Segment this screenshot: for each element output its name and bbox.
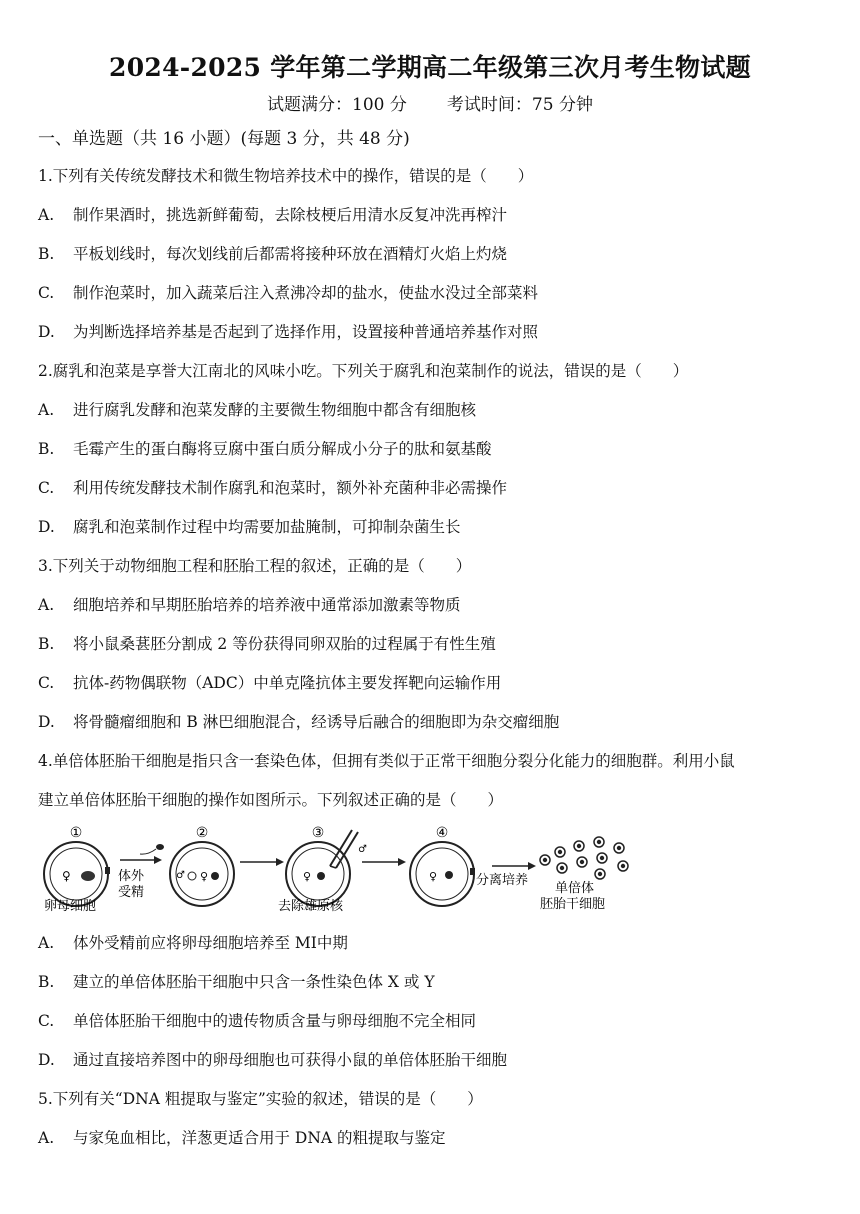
female-symbol: ♀ bbox=[200, 870, 209, 883]
option-text: 为判断选择培养基是否起到了选择作用，设置接种普通培养基作对照 bbox=[73, 323, 539, 341]
option-a bbox=[38, 593, 461, 615]
arrow-icon bbox=[492, 862, 536, 870]
option-label: A. bbox=[38, 596, 55, 614]
stem-cell-cluster bbox=[540, 837, 628, 879]
male-symbol: ♂ bbox=[176, 870, 185, 881]
option-d bbox=[38, 710, 559, 732]
option-text: 单倍体胚胎干细胞中的遗传物质含量与卵母细胞不完全相同 bbox=[73, 1012, 477, 1030]
arrow-icon bbox=[120, 856, 162, 864]
option-label: C. bbox=[38, 1012, 55, 1030]
option-label: C. bbox=[38, 479, 55, 497]
option-a bbox=[38, 931, 348, 953]
oocyte-step-4 bbox=[410, 842, 475, 906]
option-a bbox=[38, 398, 476, 420]
oocyte-procedure-figure bbox=[40, 822, 640, 914]
result-label-1: 单倍体 bbox=[555, 881, 595, 896]
male-symbol: ♂ bbox=[358, 844, 367, 855]
oocyte-step-3 bbox=[286, 842, 350, 906]
option-b bbox=[38, 437, 492, 459]
option-text: 抗体-药物偶联物（ADC）中单克隆抗体主要发挥靶向运输作用 bbox=[73, 674, 502, 692]
separate-culture-label: 分离培养 bbox=[476, 873, 529, 888]
option-label: B. bbox=[38, 973, 55, 991]
result-label-2: 胚胎干细胞 bbox=[540, 897, 606, 912]
remove-pronucleus-label: 去除雄原核 bbox=[278, 899, 344, 914]
option-text: 建立的单倍体胚胎干细胞中只含一条性染色体 X 或 Y bbox=[73, 973, 435, 991]
option-text: 进行腐乳发酵和泡菜发酵的主要微生物细胞中都含有细胞核 bbox=[73, 401, 477, 419]
option-text: 将骨髓瘤细胞和 B 淋巴细胞混合，经诱导后融合的细胞即为杂交瘤细胞 bbox=[73, 713, 560, 731]
option-a bbox=[38, 203, 507, 225]
option-text: 通过直接培养图中的卵母细胞也可获得小鼠的单倍体胚胎干细胞 bbox=[73, 1051, 508, 1069]
option-label: B. bbox=[38, 635, 55, 653]
full-score: 试题满分：100 分 bbox=[267, 95, 407, 115]
option-label: A. bbox=[38, 401, 55, 419]
option-b bbox=[38, 242, 507, 264]
exam-time: 考试时间：75 分钟 bbox=[446, 95, 593, 115]
option-c bbox=[38, 671, 501, 693]
arrow-icon bbox=[362, 858, 406, 866]
option-b bbox=[38, 632, 496, 654]
sperm-icon bbox=[140, 844, 164, 854]
option-text: 将小鼠桑葚胚分割成 2 等份获得同卵双胎的过程属于有性生殖 bbox=[73, 635, 496, 653]
option-text: 制作泡菜时，加入蔬菜后注入煮沸冷却的盐水，使盐水没过全部菜料 bbox=[73, 284, 539, 302]
option-d bbox=[38, 320, 538, 342]
female-symbol: ♀ bbox=[62, 869, 71, 883]
question-stem-continued: 建立单倍体胚胎干细胞的操作如图所示。下列叙述正确的是（ ） bbox=[38, 791, 504, 809]
question-stem: 3.下列关于动物细胞工程和胚胎工程的叙述，正确的是（ ） bbox=[38, 557, 472, 575]
female-symbol: ♀ bbox=[429, 870, 438, 883]
step-4-number: ④ bbox=[435, 825, 449, 841]
option-text: 腐乳和泡菜制作过程中均需要加盐腌制，可抑制杂菌生长 bbox=[73, 518, 461, 536]
option-label: D. bbox=[38, 1051, 55, 1069]
ivf-label-1: 体外 bbox=[118, 869, 145, 884]
section-heading: 一、单选题（共 16 小题）(每题 3 分，共 48 分) bbox=[38, 129, 410, 149]
female-symbol: ♀ bbox=[303, 870, 312, 883]
ivf-label-2: 受精 bbox=[118, 885, 145, 900]
option-text: 体外受精前应将卵母细胞培养至 MⅠ中期 bbox=[73, 934, 348, 952]
option-label: A. bbox=[38, 1129, 55, 1147]
option-text: 细胞培养和早期胚胎培养的培养液中通常添加激素等物质 bbox=[73, 596, 461, 614]
exam-meta bbox=[0, 90, 860, 115]
exam-title: 2024-2025 学年第二学期高二年级第三次月考生物试题 bbox=[109, 53, 751, 82]
option-c bbox=[38, 1009, 476, 1031]
step-3-number: ③ bbox=[311, 825, 325, 841]
option-label: D. bbox=[38, 323, 55, 341]
option-d bbox=[38, 515, 461, 537]
option-b bbox=[38, 970, 435, 992]
question-stem: 5.下列有关“DNA 粗提取与鉴定”实验的叙述，错误的是（ ） bbox=[38, 1090, 483, 1108]
oocyte-step-1 bbox=[44, 842, 110, 906]
option-text: 与家兔血相比，洋葱更适合用于 DNA 的粗提取与鉴定 bbox=[73, 1129, 446, 1147]
step-2-number: ② bbox=[195, 825, 209, 841]
option-label: C. bbox=[38, 284, 55, 302]
question-stem: 1.下列有关传统发酵技术和微生物培养技术中的操作，错误的是（ ） bbox=[38, 167, 534, 185]
arrow-icon bbox=[240, 858, 284, 866]
oocyte-label: 卵母细胞 bbox=[44, 899, 97, 914]
option-label: D. bbox=[38, 518, 55, 536]
option-a bbox=[38, 1126, 446, 1148]
option-text: 利用传统发酵技术制作腐乳和泡菜时，额外补充菌种非必需操作 bbox=[73, 479, 508, 497]
option-label: B. bbox=[38, 245, 55, 263]
question-stem: 4.单倍体胚胎干细胞是指只含一套染色体，但拥有类似于正常干细胞分裂分化能力的细胞群。利用小鼠 bbox=[38, 752, 735, 770]
option-text: 毛霉产生的蛋白酶将豆腐中蛋白质分解成小分子的肽和氨基酸 bbox=[73, 440, 492, 458]
option-c bbox=[38, 281, 538, 303]
micropipette-icon bbox=[330, 830, 358, 868]
option-label: C. bbox=[38, 674, 55, 692]
option-label: D. bbox=[38, 713, 55, 731]
option-text: 平板划线时，每次划线前后都需将接种环放在酒精灯火焰上灼烧 bbox=[73, 245, 508, 263]
option-label: A. bbox=[38, 206, 55, 224]
option-text: 制作果酒时，挑选新鲜葡萄，去除枝梗后用清水反复冲洗再榨汁 bbox=[73, 206, 508, 224]
question-stem: 2.腐乳和泡菜是享誉大江南北的风味小吃。下列关于腐乳和泡菜制作的说法，错误的是（ ） bbox=[38, 362, 689, 380]
oocyte-step-2 bbox=[170, 842, 234, 906]
option-label: A. bbox=[38, 934, 55, 952]
option-c bbox=[38, 476, 507, 498]
option-d bbox=[38, 1048, 507, 1070]
option-label: B. bbox=[38, 440, 55, 458]
step-1-number: ① bbox=[69, 825, 83, 841]
